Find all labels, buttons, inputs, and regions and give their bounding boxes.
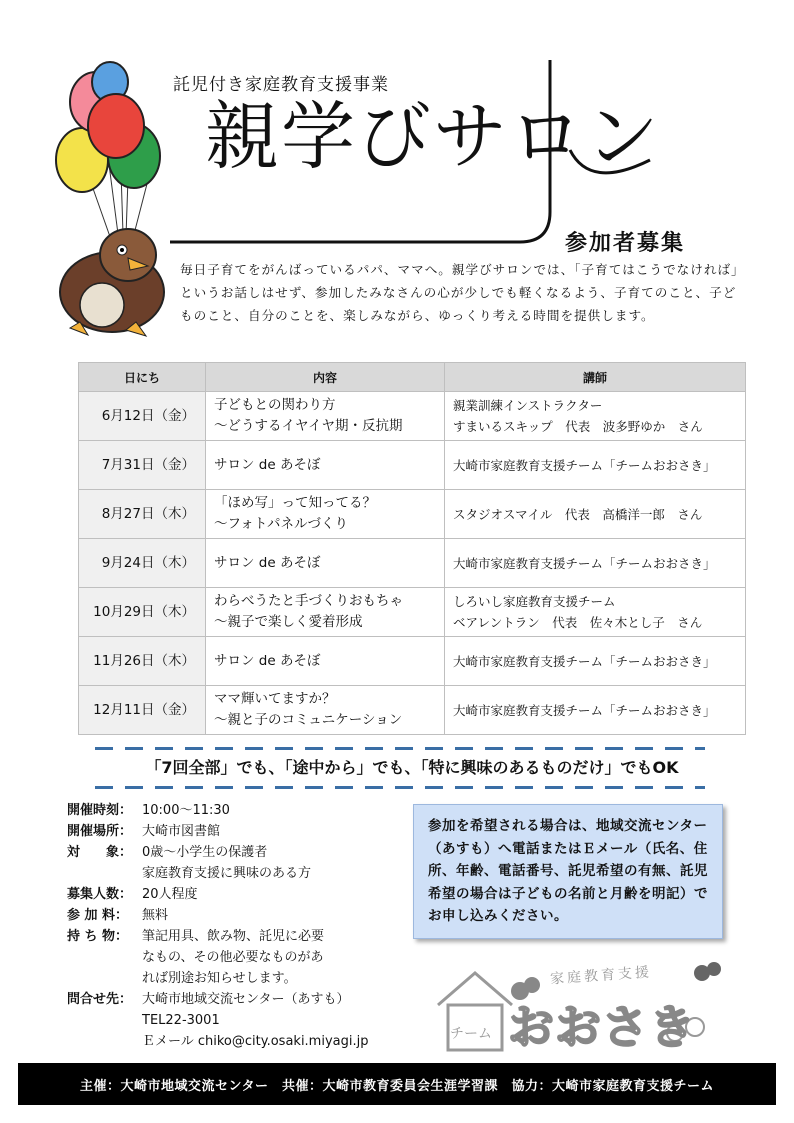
table-row: [79, 392, 746, 441]
time-value: 10:00～11:30: [142, 803, 230, 818]
table-row: [79, 441, 746, 490]
intro-paragraph: 毎日子育てをがんばっているパパ、ママへ。親学びサロンでは、「子育てはこうでなければ」というお話しはせず、参加したみなさんの心が少しでも軽くなるよう、子育てのこと、子どものこと、自分のことを、楽しみながら、ゆっくり考える時間を提供します。: [180, 262, 739, 323]
session-date: 7月31日（金）: [79, 441, 206, 490]
capacity-value: 20人程度: [142, 887, 198, 902]
dashed-divider-top: [95, 747, 705, 750]
content-line: ～親子で楽しく愛着形成: [214, 614, 363, 630]
title-underline-decoration: [170, 30, 700, 250]
contact-phone: TEL22-3001: [142, 1013, 220, 1028]
team-osaki-logo: [430, 955, 740, 1055]
session-date: 10月29日（木）: [79, 588, 206, 637]
items-value-3: れば別途お知らせします。: [142, 971, 297, 986]
contact-value: 大崎市地域交流センター（あすも）: [142, 992, 350, 1007]
dashed-divider-bottom: [95, 786, 705, 789]
logo-upper-text: 家庭教育支援: [549, 964, 653, 988]
table-row: [79, 539, 746, 588]
event-info: [67, 800, 368, 1052]
logo-team-text: チーム: [450, 1026, 492, 1042]
table-header-row: [79, 363, 746, 392]
lecturer-line: すまいるスキップ 代表 波多野ゆか さん: [453, 419, 703, 434]
session-date: 9月24日（木）: [79, 539, 206, 588]
session-lecturer: [445, 637, 746, 686]
session-content: [206, 392, 445, 441]
fee-value: 無料: [142, 908, 169, 923]
lecturer-line: しろいし家庭教育支援チーム: [453, 594, 616, 609]
lecturer-line: ベアレントラン 代表 佐々木とし子 さん: [453, 615, 703, 630]
target-value: 0歳～小学生の保護者: [142, 845, 268, 860]
session-content: [206, 490, 445, 539]
place-value: 大崎市図書館: [142, 824, 221, 839]
session-content: [206, 637, 445, 686]
apply-instructions-box: 参加を希望される場合は、地域交流センター（あすも）へ電話またはＥメール（氏名、住所、年齢、電話番号、託児希望の有無、託児希望の場合は子どもの名前と月齢を明記）でお申し込みください。: [413, 804, 723, 939]
session-lecturer: [445, 686, 746, 735]
program-subtitle: 託児付き家庭教育支援事業: [173, 75, 389, 95]
table-row: [79, 686, 746, 735]
place-label: 開催場所：: [67, 824, 133, 839]
session-date: 8月27日（木）: [79, 490, 206, 539]
items-label: 持 ち 物：: [67, 929, 129, 944]
items-value: 筆記用具、飲み物、託児に必要: [142, 929, 325, 944]
bird-mascot-icon: [60, 229, 164, 336]
all-course-note: 「7回全部」でも、「途中から」でも、「特に興味のあるものだけ」でもOK: [145, 758, 679, 777]
content-line: ～フォトパネルづくり: [214, 516, 349, 532]
header-date: 日にち: [79, 363, 206, 392]
session-content: [206, 441, 445, 490]
table-row: [79, 588, 746, 637]
fee-label: 参 加 料：: [67, 908, 129, 923]
content-line: ママ輝いてますか？: [214, 691, 336, 707]
session-lecturer: [445, 539, 746, 588]
content-line: ～どうするイヤイヤ期・反抗期: [214, 418, 403, 434]
session-content: [206, 686, 445, 735]
items-value-2: なもの、その他必要なものがあ: [142, 950, 324, 965]
balloon-mascot-illustration: [50, 60, 180, 340]
session-content: [206, 588, 445, 637]
red-balloon-icon: [88, 94, 144, 158]
lecturer-line: 大崎市家庭教育支援チーム「チームおおさき」: [453, 457, 716, 473]
content-line: わらべうたと手づくりおもちゃ: [214, 593, 403, 609]
table-row: [79, 637, 746, 686]
content-line: サロン de あそぼ: [214, 456, 321, 473]
target-label: 対 象：: [67, 845, 133, 860]
contact-label: 問合せ先：: [67, 992, 133, 1007]
session-lecturer: [445, 490, 746, 539]
recruit-heading: 参加者募集: [565, 231, 686, 256]
lecturer-line: スタジオスマイル 代表 高橋洋一郎 さん: [453, 506, 703, 522]
session-content: [206, 539, 445, 588]
session-lecturer: [445, 441, 746, 490]
table-row: [79, 490, 746, 539]
logo-name-text: おおさき: [508, 1000, 696, 1054]
schedule-table: [78, 362, 746, 735]
header-lecturer: 講師: [445, 363, 746, 392]
session-lecturer: [445, 588, 746, 637]
lecturer-line: 大崎市家庭教育支援チーム「チームおおさき」: [453, 653, 716, 669]
capacity-label: 募集人数：: [67, 887, 133, 902]
header-content: 内容: [206, 363, 445, 392]
session-date: 12月11日（金）: [79, 686, 206, 735]
footer-organizers: 主催：大崎市地域交流センター 共催：大崎市教育委員会生涯学習課 協力：大崎市家庭教育支援チーム: [18, 1063, 776, 1105]
lecturer-line: 大崎市家庭教育支援チーム「チームおおさき」: [453, 702, 716, 718]
time-label: 開催時刻：: [67, 803, 133, 818]
content-line: 子どもとの関わり方: [214, 397, 336, 413]
lecturer-line: 親業訓練インストラクター: [453, 398, 603, 413]
content-line: サロン de あそぼ: [214, 652, 321, 669]
content-line: 「ほめ写」って知ってる？: [214, 495, 376, 511]
session-date: 11月26日（木）: [79, 637, 206, 686]
page-title: 親学びサロン: [205, 94, 661, 180]
content-line: サロン de あそぼ: [214, 554, 321, 571]
session-lecturer: [445, 392, 746, 441]
contact-email: Ｅメール chiko@city.osaki.miyagi.jp: [142, 1034, 369, 1049]
content-line: ～親と子のコミュニケーション: [214, 712, 403, 728]
target-value-2: 家庭教育支援に興味のある方: [142, 866, 312, 881]
lecturer-line: 大崎市家庭教育支援チーム「チームおおさき」: [453, 555, 716, 571]
session-date: 6月12日（金）: [79, 392, 206, 441]
